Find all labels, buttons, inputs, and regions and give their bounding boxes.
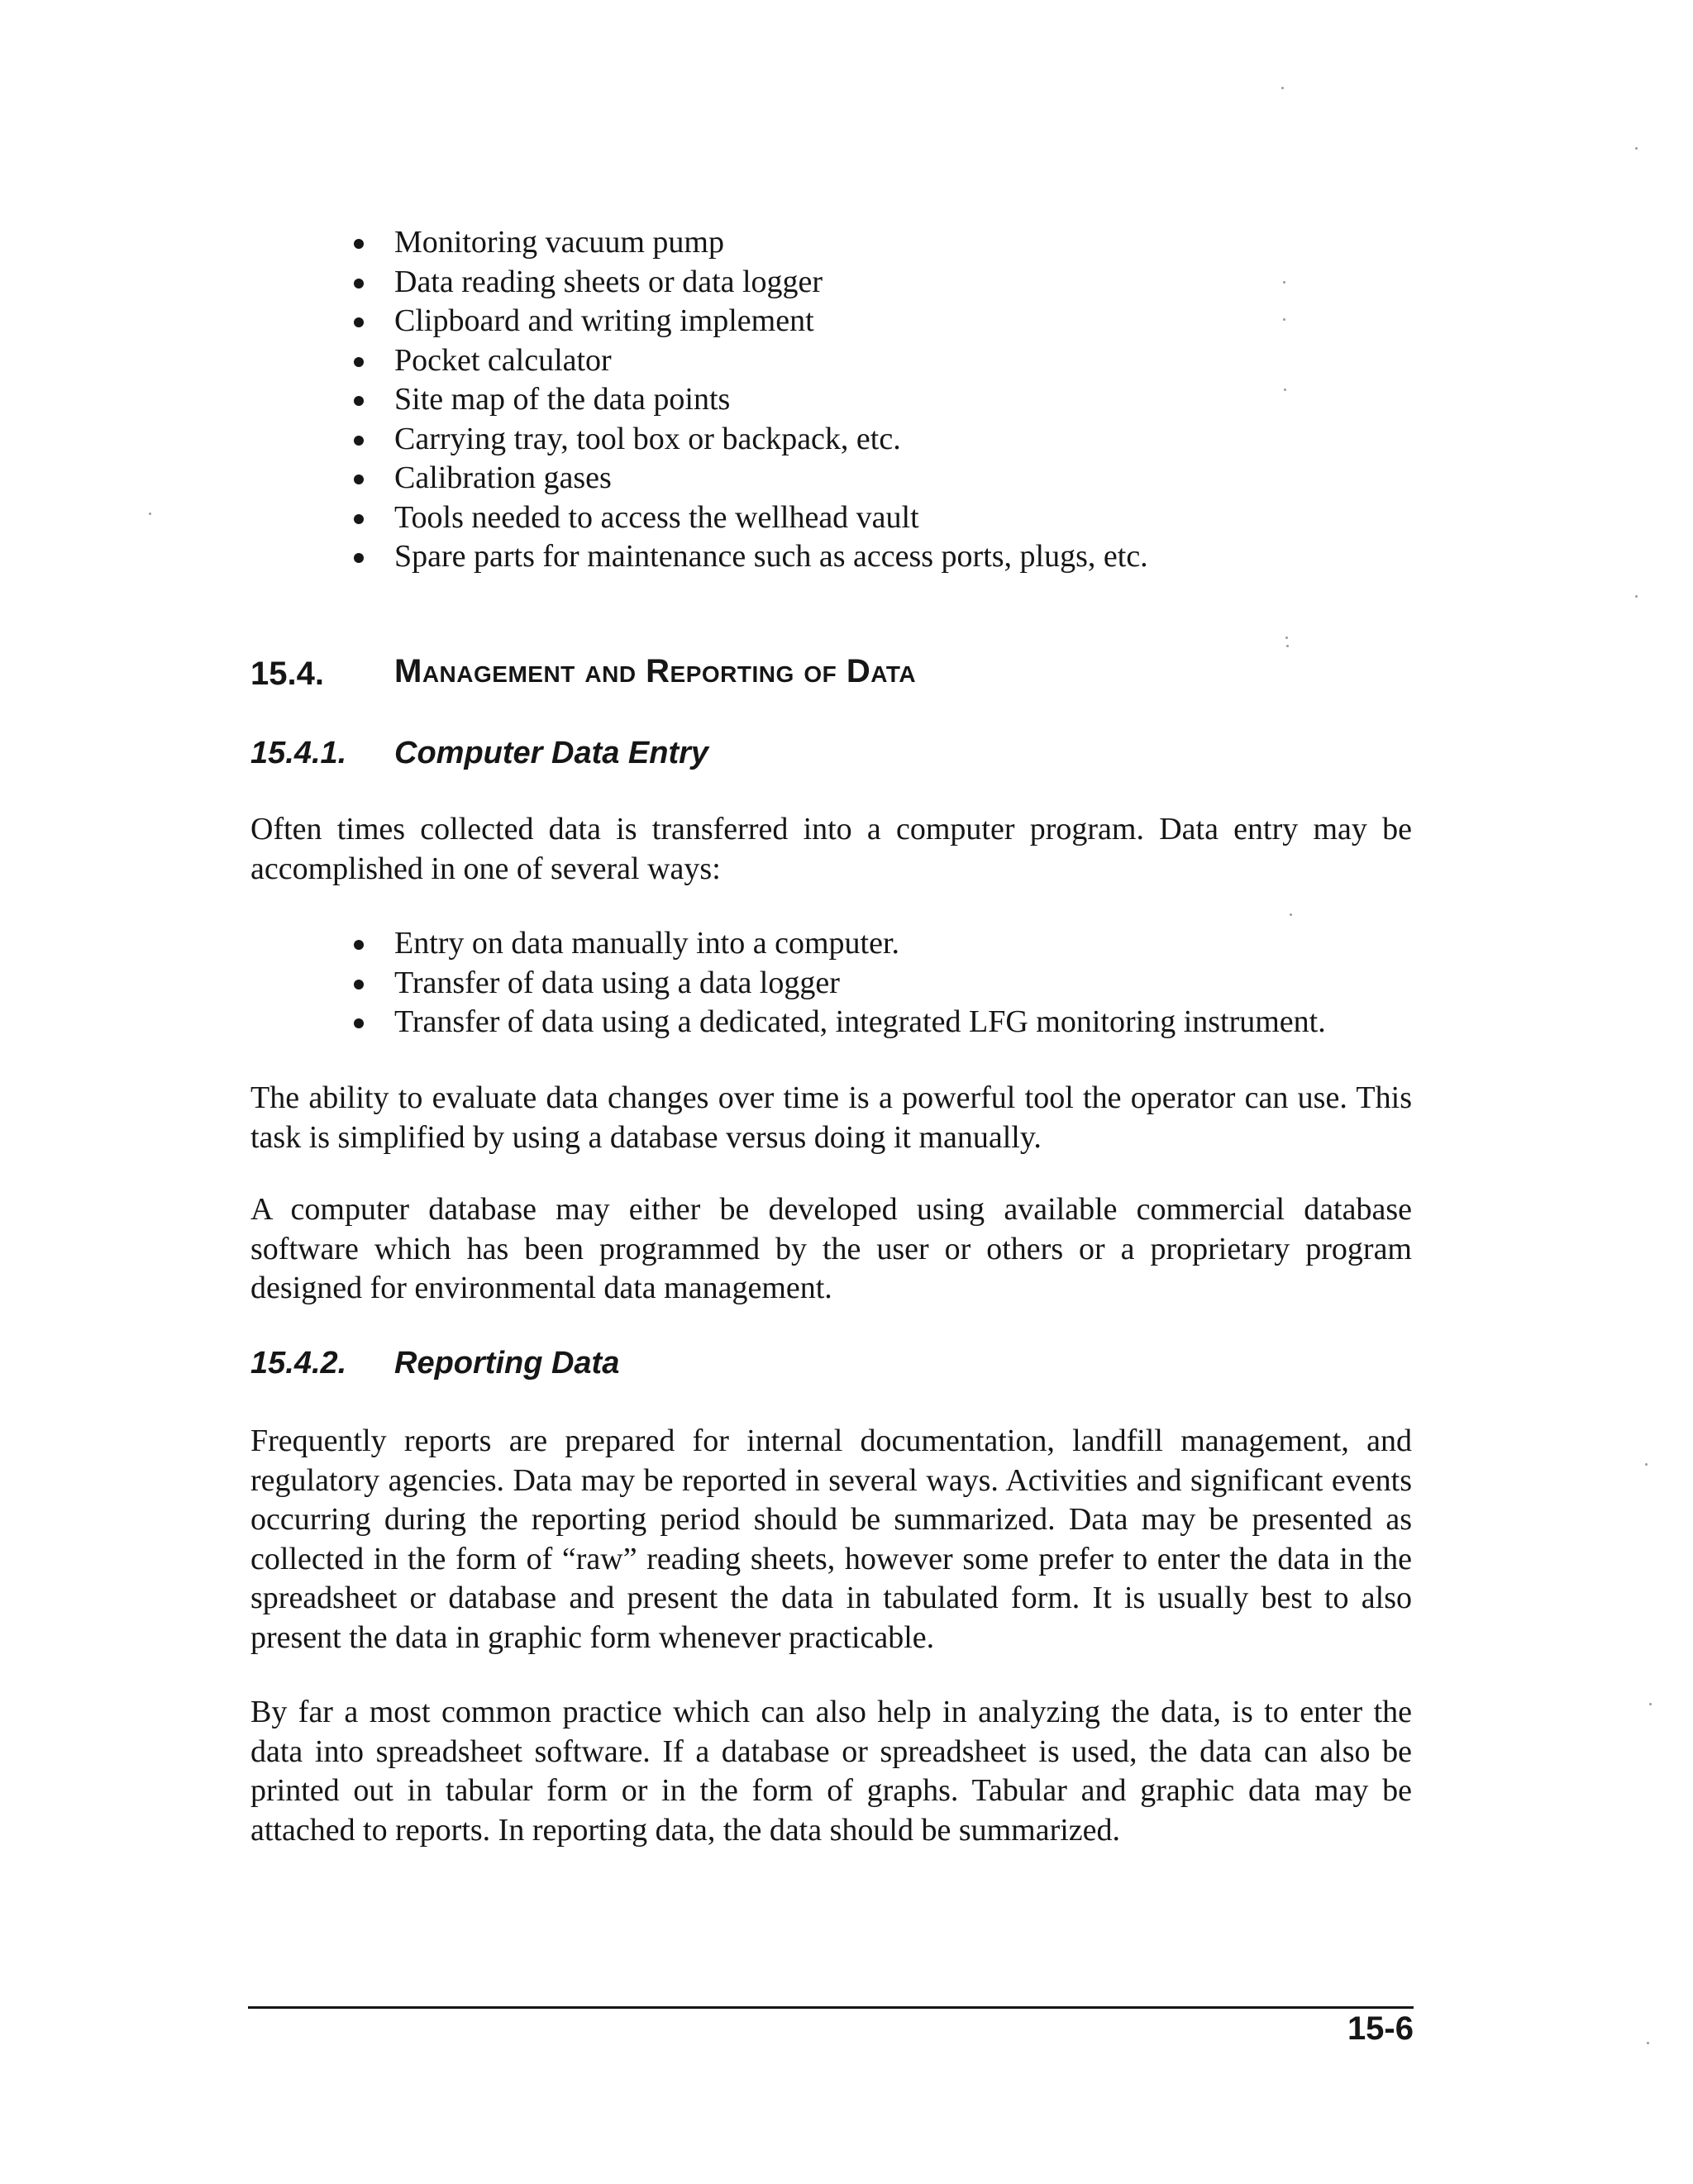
scan-speck	[1635, 147, 1638, 150]
scan-speck	[149, 513, 151, 515]
list-item: Calibration gases	[394, 459, 1148, 498]
scan-speck	[1286, 645, 1289, 647]
paragraph: A computer database may either be developed using available commercial database software which has been programmed by the user or others or a proprietary program designed for environmental data management.	[250, 1192, 1412, 1305]
list-item: Tools needed to access the wellhead vault	[394, 498, 1148, 538]
list-item: Data reading sheets or data logger	[394, 263, 1148, 303]
bullet-icon	[354, 279, 364, 288]
list-item: Entry on data manually into a computer.	[394, 924, 1326, 964]
subsection-title: Computer Data Entry	[394, 736, 709, 770]
scan-speck	[1285, 637, 1288, 639]
list-item: Transfer of data using a dedicated, integrated LFG monitoring instrument.	[394, 1003, 1326, 1042]
paragraph: Often times collected data is transferred into a computer program. Data entry may be accomplished in one of several ways:	[250, 812, 1412, 886]
section-title: Management and Reporting of Data	[394, 653, 917, 689]
bullet-icon	[354, 980, 364, 989]
footer-rule	[248, 2006, 1414, 2009]
list-item: Monitoring vacuum pump	[394, 223, 1148, 263]
bullet-icon	[354, 553, 364, 563]
scan-speck	[1647, 2042, 1649, 2044]
scan-speck	[1635, 595, 1638, 598]
list-item: Transfer of data using a data logger	[394, 964, 1326, 1004]
list-item: Clipboard and writing implement	[394, 302, 1148, 341]
scan-speck	[1645, 1463, 1648, 1466]
paragraph: The ability to evaluate data changes over time is a powerful tool the operator can use. This task is simplified by using a database versus doing it manually.	[250, 1080, 1412, 1155]
section-number: 15.4.	[250, 656, 324, 692]
bullet-icon	[354, 357, 364, 367]
scan-speck	[1290, 913, 1292, 916]
page-number: 15-6	[1347, 2010, 1414, 2047]
bullet-icon	[354, 239, 364, 249]
bullet-icon	[354, 317, 364, 327]
data-entry-list	[394, 924, 1326, 1042]
list-item: Spare parts for maintenance such as access ports, plugs, etc.	[394, 537, 1148, 577]
scan-speck	[1283, 281, 1285, 284]
bullet-icon	[354, 1018, 364, 1028]
subsection-title: Reporting Data	[394, 1346, 620, 1380]
bullet-icon	[354, 396, 364, 406]
scan-speck	[1281, 87, 1284, 89]
scan-speck	[1283, 318, 1285, 321]
paragraph: By far a most common practice which can also help in analyzing the data, is to enter the data into spreadsheet software. If a database or spreadsheet is used, the data can also be printed out in tabular form or in the form of graphs. Tabular and graphic data may be attached to reports. In reporting data, the data should be summarized.	[250, 1695, 1412, 1848]
equipment-list	[394, 223, 1148, 577]
list-item: Pocket calculator	[394, 341, 1148, 381]
list-item: Carrying tray, tool box or backpack, etc.	[394, 420, 1148, 460]
subsection-number: 15.4.2.	[250, 1346, 347, 1380]
paragraph: Frequently reports are prepared for internal documentation, landfill management, and regulatory agencies. Data may be reported in several ways. Activities and significant events occurring during the reporting period should be summarized. Data may be presented as collected in the form of “raw” reading sheets, however some prefer to enter the data in the spreadsheet or database and present the data in tabulated form. It is usually best to also present the data in graphic form whenever practicable.	[250, 1423, 1412, 1655]
list-item: Site map of the data points	[394, 380, 1148, 420]
bullet-icon	[354, 514, 364, 524]
bullet-icon	[354, 940, 364, 950]
scan-speck	[1284, 389, 1286, 391]
subsection-number: 15.4.1.	[250, 736, 347, 770]
bullet-icon	[354, 436, 364, 446]
scan-speck	[1649, 1703, 1652, 1705]
bullet-icon	[354, 474, 364, 484]
